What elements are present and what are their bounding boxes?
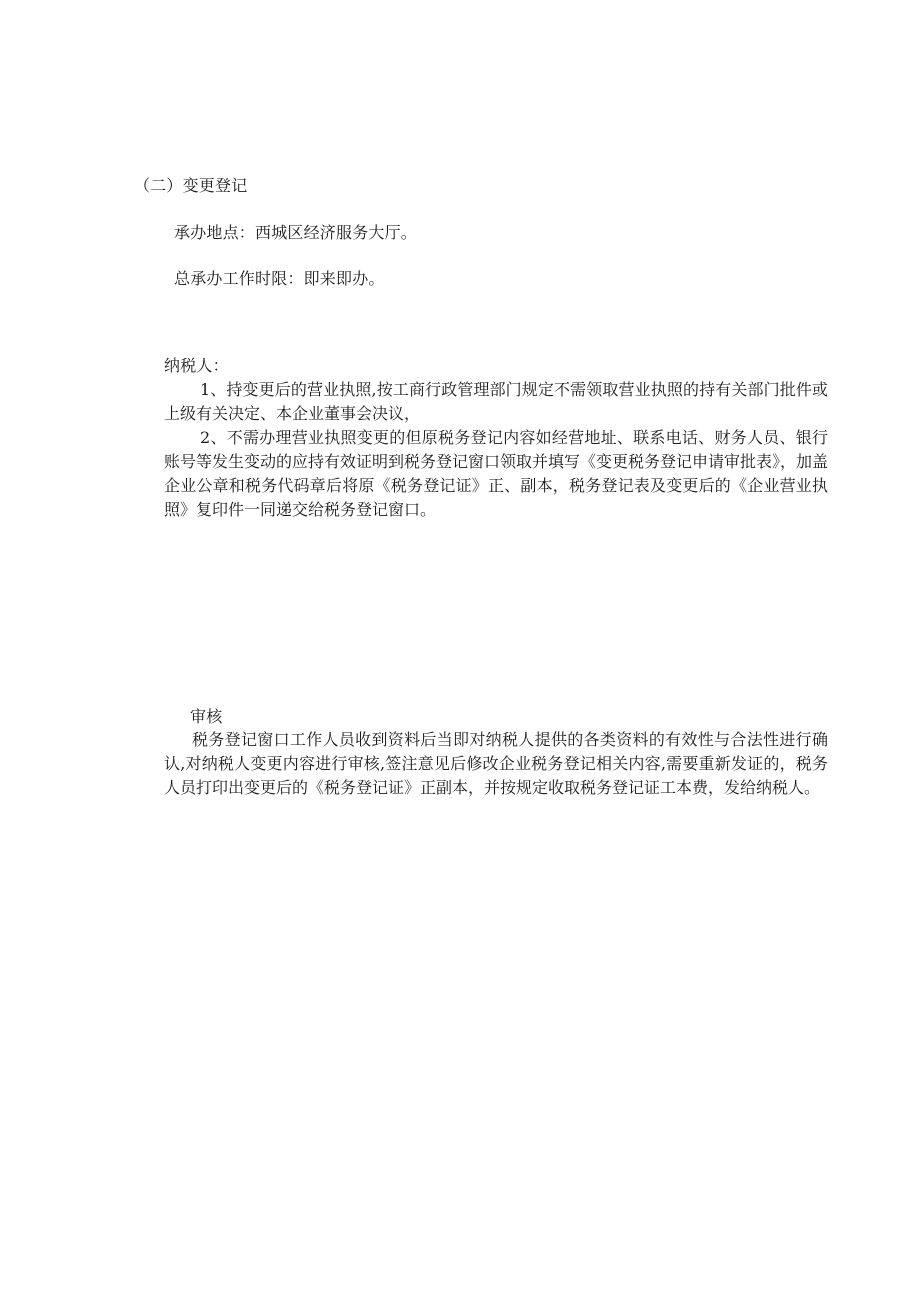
taxpayer-requirement-2: 2、不需办理营业执照变更的但原税务登记内容如经营地址、联系电话、财务人员、银行账号等发生变动的应持有效证明到税务登记窗口领取并填写《变更税务登记申请审批表》，加盖企业公章和税务代码章后将原《税务登记证》正、副本，税务登记表及变更后的《企业营业执照》复印件一同递交给税务登记窗口。: [164, 428, 829, 519]
review-label: 审核: [190, 707, 223, 726]
section-heading: （二）变更登记: [134, 176, 248, 195]
review-body: 税务登记窗口工作人员收到资料后当即对纳税人提供的各类资料的有效性与合法性进行确认,对纳税人变更内容进行审核,签注意见后修改企业税务登记相关内容,需要重新发证的，税务人员打印出变更后的《税务登记证》正副本，并按规定收取税务登记证工本费，发给纳税人。: [164, 730, 828, 797]
handling-time-limit: 总承办工作时限：即来即办。: [174, 269, 385, 288]
handling-location: 承办地点：西城区经济服务大厅。: [174, 223, 418, 242]
taxpayer-requirement-1: 1、持变更后的营业执照,按工商行政管理部门规定不需领取营业执照的持有关部门批件或上级有关决定、本企业董事会决议，: [164, 380, 828, 423]
taxpayer-label: 纳税人：: [164, 356, 229, 375]
